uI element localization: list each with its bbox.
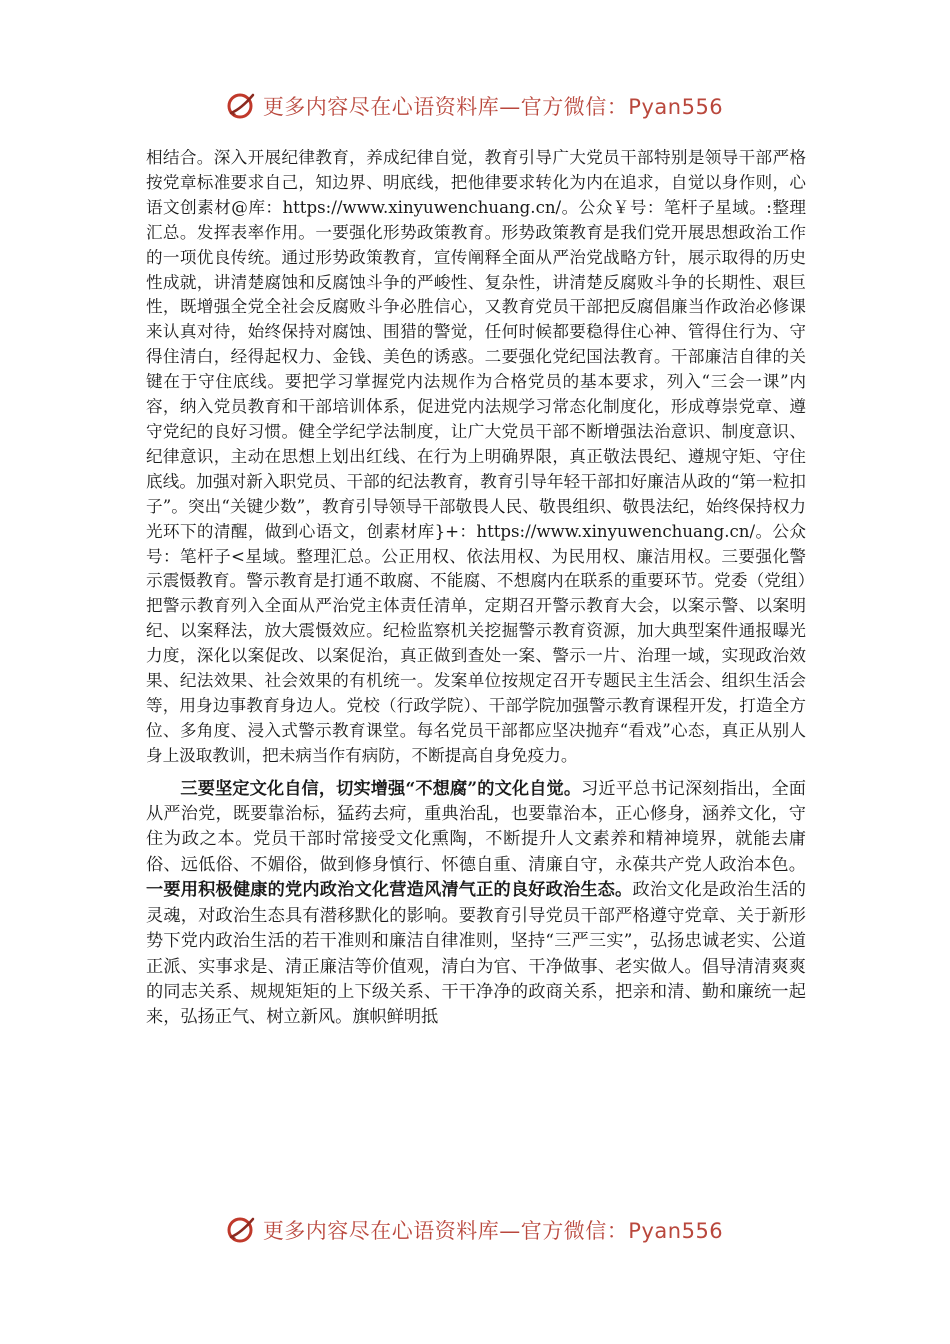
paragraph-2-text-a: 习近平总书记深刻指出，全面从严治党，既要靠治标，猛药去疴，重典治乱，也要靠治本，正心修身，涵养文化，守住为政之本。党员干部时常接受文化熏陶，不断提升人文素养和精神境界，就能去庸俗、远低俗、不媚俗，做到修身慎行、怀德自重、清廉自守，永葆共产党人政治本色。 [146, 778, 806, 875]
paragraph-2-text-b: 政治文化是政治生活的灵魂，对政治生态具有潜移默化的影响。要教育引导党员干部严格遵守党章、关于新形势下党内政治生活的若干准则和廉洁自律准则，坚持“三严三实”，弘扬忠诚老实、公道正派、实事求是、清正廉洁等价值观，清白为官、干净做事、老实做人。倡导清清爽爽的同志关系、规规矩矩的上下级关系、干干净净的政商关系，把亲和清、勤和廉统一起来，弘扬正气、树立新风。旗帜鲜明抵 [146, 880, 806, 1028]
document-body [146, 146, 806, 1031]
watermark-text: 更多内容尽在心语资料库—官方微信：Pyan556 [262, 95, 724, 119]
watermark-text: 更多内容尽在心语资料库—官方微信：Pyan556 [262, 1219, 724, 1243]
footer-watermark [0, 1210, 950, 1250]
paragraph-2 [146, 777, 806, 1031]
paragraph-1: 相结合。深入开展纪律教育，养成纪律自觉，教育引导广大党员干部特别是领导干部严格按党章标准要求自己，知边界、明底线，把他律要求转化为内在追求，自觉以身作则，心语文创素材@库：https://www.xinyuwenchuang.cn/。公众￥号：笔杆子星域。:整理汇总。发挥表率作用。一要强化形势政策教育。形势政策教育是我们党开展思想政治工作的一项优良传统。通过形势政策教育，宣传阐释全面从严治党战略方针，展示取得的历史性成就，讲清楚腐蚀和反腐蚀斗争的严峻性、复杂性，讲清楚反腐败斗争的长期性、艰巨性，既增强全党全社会反腐败斗争必胜信心，又教育党员干部把反腐倡廉当作政治必修课来认真对待，始终保持对腐蚀、围猎的警觉，任何时候都要稳得住心神、管得住行为、守得住清白，经得起权力、金钱、美色的诱惑。二要强化党纪国法教育。干部廉洁自律的关键在于守住底线。要把学习掌握党内法规作为合格党员的基本要求，列入“三会一课”内容，纳入党员教育和干部培训体系，促进党内法规学习常态化制度化，形成尊崇党章、遵守党纪的良好习惯。健全学纪学法制度，让广大党员干部不断增强法治意识、制度意识、纪律意识，主动在思想上划出红线、在行为上明确界限，真正敬法畏纪、遵规守矩、守住底线。加强对新入职党员、干部的纪法教育，教育引导年轻干部扣好廉洁从政的“第一粒扣子”。突出“关键少数”，教育引导领导干部敬畏人民、敬畏组织、敬畏法纪，始终保持权力光环下的清醒，做到心语文，创素材库}+：https://www.xinyuwenchuang.cn/。公众号：笔杆子<星域。整理汇总。公正用权、依法用权、为民用权、廉洁用权。三要强化警示震慑教育。警示教育是打通不敢腐、不能腐、不想腐内在联系的重要环节。党委（党组）把警示教育列入全面从严治党主体责任清单，定期召开警示教育大会，以案示警、以案明纪、以案释法，放大震慑效应。纪检监察机关挖掘警示教育资源，加大典型案件通报曝光力度，深化以案促改、以案促治，真正做到查处一案、警示一片、治理一域，实现政治效果、纪法效果、社会效果的有机统一。发案单位按规定召开专题民主生活会、组织生活会等，用身边事教育身边人。党校（行政学院）、干部学院加强警示教育课程开发，打造全方位、多角度、浸入式警示教育课堂。每名党员干部都应坚决抛弃“看戏”心态，真正从别人身上汲取教训，把未病当作有病防，不断提高自身免疫力。 [146, 148, 806, 765]
subsection-heading: 一要用积极健康的党内政治文化营造风清气正的良好政治生态。 [146, 880, 633, 901]
brush-logo-icon [227, 91, 257, 121]
header-watermark [0, 86, 950, 126]
brush-logo-icon [227, 1215, 257, 1245]
section-heading: 三要坚定文化自信，切实增强“不想腐”的文化自觉。 [180, 778, 582, 799]
